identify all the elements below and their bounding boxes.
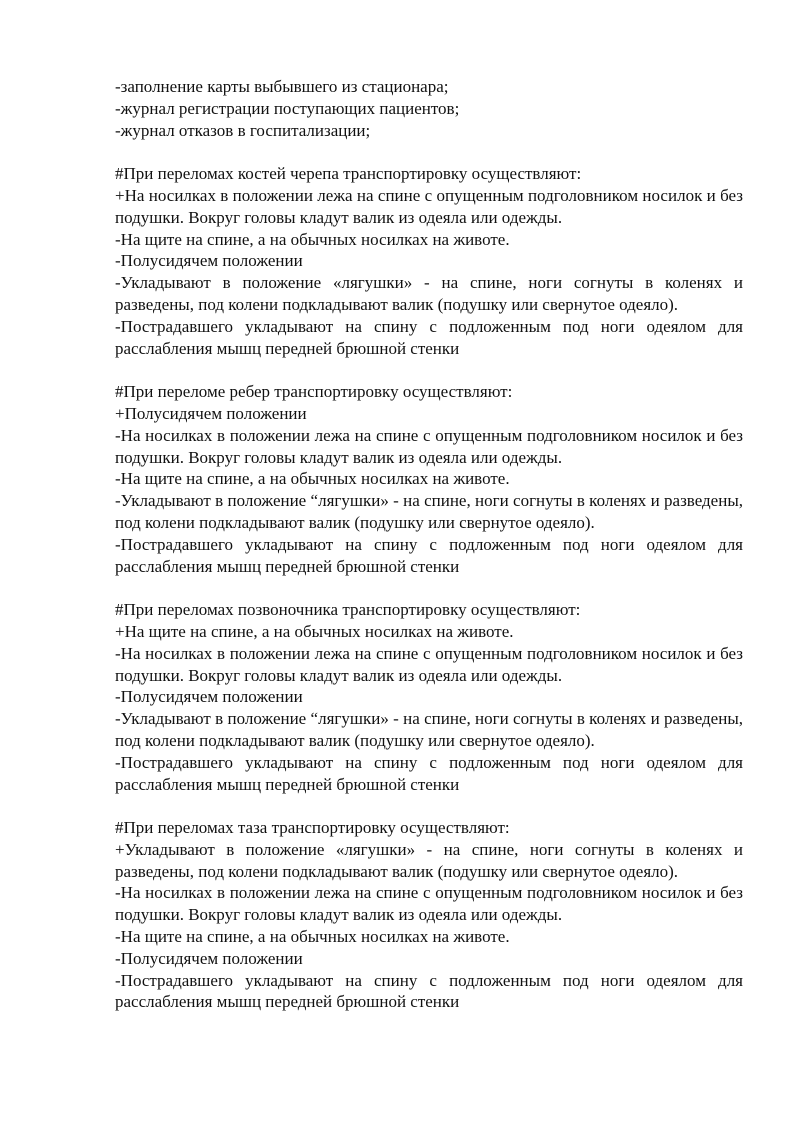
question-text: #При переломах костей черепа транспортировку осуществляют: <box>115 164 582 184</box>
question-text: #При переломах таза транспортировку осуществляют: <box>115 818 510 838</box>
question-block <box>115 599 743 795</box>
answer-option: -На щите на спине, а на обычных носилках на животе. <box>115 927 510 947</box>
question-block <box>115 163 743 359</box>
answer-option: -На щите на спине, а на обычных носилках на животе. <box>115 229 510 249</box>
paragraph-spacer <box>115 795 743 817</box>
answer-option: +На носилках в положении лежа на спине с опущенным подголовником носилок и без подушки. Вокруг головы кладут валик из одеяла или одежды. <box>115 185 743 227</box>
paragraph-spacer <box>115 577 743 599</box>
paragraph-spacer <box>115 359 743 381</box>
question-block <box>115 817 743 1013</box>
question-block <box>115 381 743 577</box>
answer-option: -На носилках в положении лежа на спине с опущенным подголовником носилок и без подушки. Вокруг головы кладут валик из одеяла или одежды. <box>115 425 743 467</box>
answer-option: -Пострадавшего укладывают на спину с подложенным под ноги одеялом для расслабления мышц передней брюшной стенки <box>115 316 743 358</box>
answer-option: -Полусидячем положении <box>115 687 303 707</box>
answer-option: -Пострадавшего укладывают на спину с подложенным под ноги одеялом для расслабления мышц передней брюшной стенки <box>115 970 743 1012</box>
intro-list <box>115 76 743 141</box>
answer-option: -Укладывают в положение “лягушки» - на спине, ноги согнуты в коленях и разведены, под колени подкладывают валик (подушку или свернутое одеяло). <box>115 491 743 532</box>
answer-option: -Полусидячем положении <box>115 948 303 968</box>
answer-option: +На щите на спине, а на обычных носилках на животе. <box>115 621 514 641</box>
intro-line: -заполнение карты выбывшего из стационара; <box>115 77 449 96</box>
answer-option: -Укладывают в положение «лягушки» - на спине, ноги согнуты в коленях и разведены, под колени подкладывают валик (подушку или свернутое одеяло). <box>115 273 743 314</box>
answer-option: -На щите на спине, а на обычных носилках на животе. <box>115 469 510 489</box>
document-page <box>115 76 743 1013</box>
question-text: #При переломе ребер транспортировку осуществляют: <box>115 382 513 402</box>
answer-option: -Пострадавшего укладывают на спину с подложенным под ноги одеялом для расслабления мышц передней брюшной стенки <box>115 534 743 576</box>
answer-option: -На носилках в положении лежа на спине с опущенным подголовником носилок и без подушки. Вокруг головы кладут валик из одеяла или одежды. <box>115 883 743 925</box>
answer-option: -На носилках в положении лежа на спине с опущенным подголовником носилок и без подушки. Вокруг головы кладут валик из одеяла или одежды. <box>115 643 743 685</box>
answer-option: -Пострадавшего укладывают на спину с подложенным под ноги одеялом для расслабления мышц передней брюшной стенки <box>115 752 743 794</box>
answer-option: +Полусидячем положении <box>115 403 307 423</box>
paragraph-spacer <box>115 141 743 163</box>
question-text: #При переломах позвоночника транспортировку осуществляют: <box>115 600 581 620</box>
intro-line: -журнал отказов в госпитализации; <box>115 120 371 140</box>
answer-option: +Укладывают в положение «лягушки» - на спине, ноги согнуты в коленях и разведены, под колени подкладывают валик (подушку или свернутое одеяло). <box>115 839 743 881</box>
answer-option: -Полусидячем положении <box>115 251 303 271</box>
answer-option: -Укладывают в положение “лягушки» - на спине, ноги согнуты в коленях и разведены, под колени подкладывают валик (подушку или свернутое одеяло). <box>115 709 743 750</box>
intro-line: -журнал регистрации поступающих пациентов; <box>115 98 460 118</box>
